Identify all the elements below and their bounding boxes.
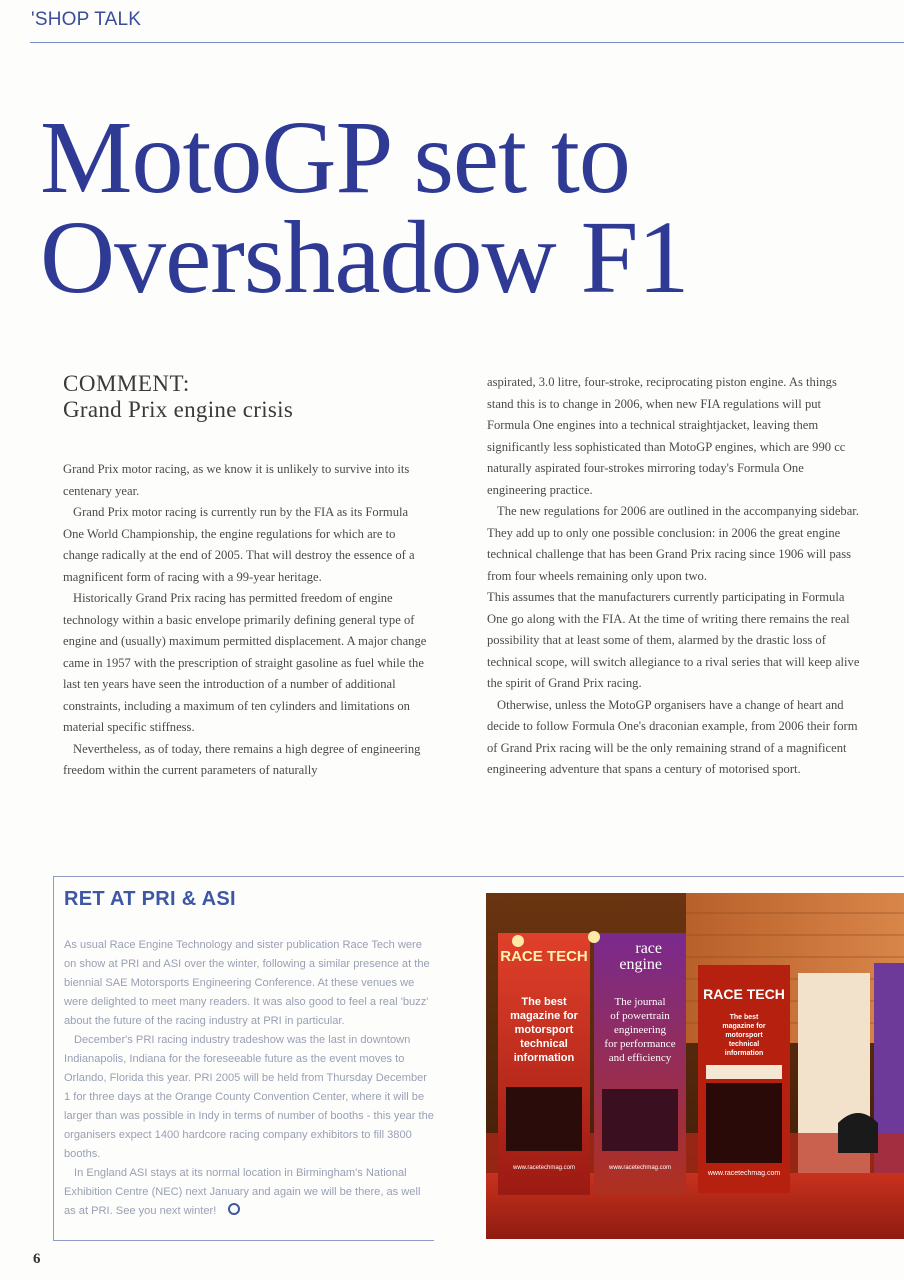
article-paragraph: Otherwise, unless the MotoGP organisers have a change of heart and decide to follow Formula One's draconian example, from 2006 their form of Grand Prix racing will be the only remaining strand of a magnificent engineering adventure that spans a century of motorised sport.: [487, 697, 858, 776]
banner-2-image: [602, 1089, 678, 1151]
banner-3-line-3: motorsport: [725, 1032, 763, 1039]
article-paragraph: This assumes that the manufacturers currently participating in Formula One go along with the FIA. At the time of writing there remains the real possibility that at least some of them, alarmed by the drastic loss of technical scope, will switch allegiance to a rival series that will keep alive the spirit of Grand Prix racing.: [487, 590, 860, 690]
sidebar-title: RET AT PRI & ASI: [64, 888, 236, 910]
banner-2-line-5: and efficiency: [608, 1052, 672, 1064]
banner-1: [498, 933, 590, 1195]
banner-1-image: [506, 1087, 582, 1151]
banner-1-url: www.racetechmag.com: [512, 1165, 576, 1171]
article-paragraph: aspirated, 3.0 litre, four-stroke, reciprocating piston engine. As things stand this is to change in 2006, when new FIA regulations will put Formula One engines into a technical straightjacket, leaving them significantly less sophisticated than MotoGP engines, which are 990 cc naturally aspirated four-strokes mirroring today's Formula One engineering practice.: [487, 375, 846, 497]
banner-1-line-4: technical: [520, 1038, 568, 1050]
banner-3-strip: [706, 1065, 782, 1079]
sidebar-text: [64, 936, 434, 1221]
article-paragraph: The new regulations for 2006 are outlined in the accompanying sidebar. They add up to only one possible conclusion: in 2006 the great engine technical challenge that has been Grand Prix racing since 1906 will pass from four wheels remaining only upon two.: [487, 504, 859, 583]
comment-label: COMMENT:: [63, 371, 190, 396]
trade-show-photo: [486, 893, 904, 1239]
banner-1-line-3: motorsport: [514, 1024, 574, 1036]
banner-3-line-2: magazine for: [722, 1023, 766, 1030]
chair: [838, 1113, 878, 1153]
article-column-left: [63, 459, 427, 782]
header-rule: [30, 42, 904, 43]
banner-2-line-1: The journal: [614, 996, 666, 1008]
banner-3-line-4: technical: [728, 1041, 760, 1048]
article-paragraph: Historically Grand Prix racing has permitted freedom of engine technology within a basic envelope primarily defining general type of engine and (usually) maximum permitted displacement. A major change came in 1957 with the prescription of straight gasoline as fuel while the last ten years have seen the introduction of a number of additional constraints, including a maximum of ten cylinders and limitations on material specific stiffness.: [63, 591, 427, 734]
spotlight-2: [588, 931, 600, 943]
headline-line-1: MotoGP set to: [40, 100, 630, 215]
banner-3-line-1: The best: [729, 1014, 759, 1021]
comment-subtitle: Grand Prix engine crisis: [63, 397, 294, 422]
sidebar-paragraph: As usual Race Engine Technology and sister publication Race Tech were on show at PRI and ASI over the winter, following a similar presence at the biennial SAE Motorsports Engineering Conference. At these venues we were delighted to meet many readers. It was also good to feel a real 'buzz' about the future of the racing industry at PRI in particular.: [64, 939, 430, 1027]
end-mark-icon: [228, 1203, 240, 1215]
banner-2-line-4: for performance: [604, 1038, 676, 1050]
banner-3-brand: RACE TECH: [703, 986, 785, 1002]
article-paragraph: Nevertheless, as of today, there remains a high degree of engineering freedom within the current parameters of naturally: [63, 741, 421, 777]
sidebar-paragraph: December's PRI racing industry tradeshow was the last in downtown Indianapolis, Indiana for the foreseeable future as the event moves to Orlando, Florida this year. PRI 2005 will be held from Thursday December 1 for three days at the Orange County Convention Center, where it will be larger than was possible in Indy in terms of number of booths - this year the organisers expect 1400 hardcore racing company exhibitors to fill 3800 booths.: [64, 1034, 434, 1160]
banner-3-image: [706, 1083, 782, 1163]
article-paragraph: Grand Prix motor racing is currently run by the FIA as its Formula One World Championship, the engine regulations for which are to change radically at the end of 2005. That will destroy the essence of a magnificent form of racing with a 99-year heritage.: [63, 505, 415, 584]
banner-1-line-5: information: [513, 1052, 575, 1064]
sidebar-top-rule: [433, 876, 904, 877]
sidebar-paragraph: [64, 1164, 434, 1221]
banner-1-line-1: The best: [521, 996, 567, 1008]
spotlight-1: [512, 935, 524, 947]
page-number: 6: [33, 1251, 41, 1267]
banner-2-brand-2: engine: [619, 956, 662, 973]
article-column-right: [487, 372, 861, 781]
banner-1-line-2: magazine for: [510, 1010, 578, 1022]
headline-line-2: Overshadow F1: [40, 200, 689, 315]
banner-2-line-3: engineering: [614, 1024, 666, 1036]
sidebar-paragraph-text: In England ASI stays at its normal location in Birmingham's National Exhibition Centre (NEC) next January and again we will be there, as well as at PRI. See you next winter!: [64, 1167, 421, 1217]
section-label: 'SHOP TALK: [31, 9, 142, 30]
banner-3-url: www.racetechmag.com: [707, 1170, 781, 1177]
article-paragraph: Grand Prix motor racing, as we know it is unlikely to survive into its centenary year.: [63, 462, 410, 498]
banner-1-brand: RACE TECH: [500, 948, 588, 965]
headline: [40, 100, 900, 315]
banner-2-line-2: of powertrain: [610, 1010, 670, 1022]
banner-2-url: www.racetechmag.com: [608, 1165, 672, 1171]
banner-2-brand-1: race: [635, 940, 662, 957]
banner-3-line-5: information: [724, 1050, 764, 1057]
sidebar-bottom-rule: [53, 1240, 434, 1241]
